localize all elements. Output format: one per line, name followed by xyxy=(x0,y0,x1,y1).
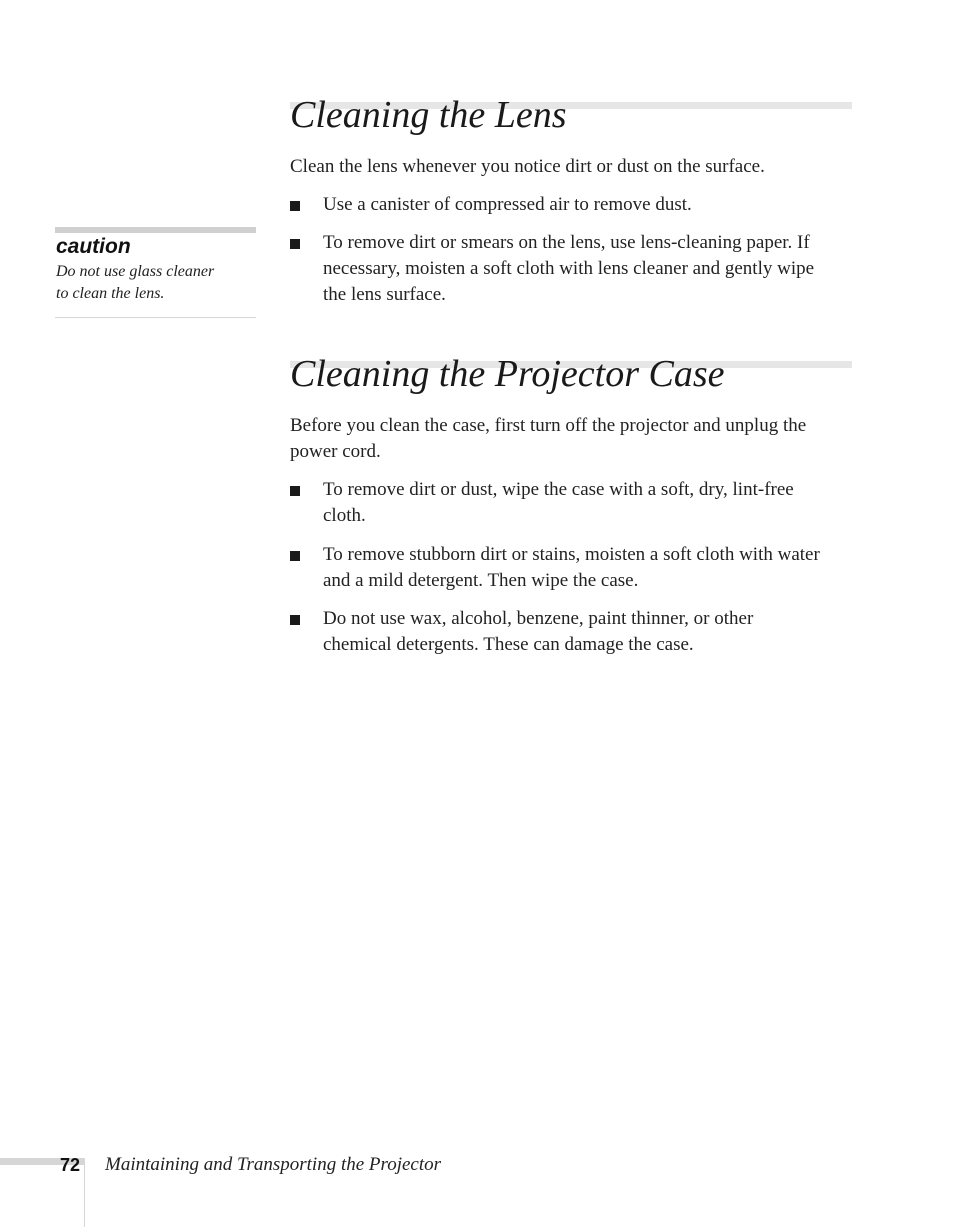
case-bullet-1 xyxy=(290,477,852,529)
bullet-line: the lens surface. xyxy=(323,284,446,305)
bullet-line: and a mild detergent. Then wipe the case. xyxy=(323,570,639,591)
heading-cleaning-case: Cleaning the Projector Case xyxy=(290,353,725,395)
case-intro-line: Before you clean the case, first turn off the projector and unplug the xyxy=(290,415,807,436)
caution-bottom-rule xyxy=(55,317,256,318)
bullet-line: necessary, moisten a soft cloth with lens cleaner and gently wipe xyxy=(323,258,815,279)
bullet-square-icon xyxy=(290,615,300,625)
page-number: 72 xyxy=(60,1155,81,1175)
case-intro-line: power cord. xyxy=(290,441,381,462)
bullet-line: Do not use wax, alcohol, benzene, paint thinner, or other xyxy=(323,608,754,629)
bullet-line: To remove dirt or smears on the lens, use lens-cleaning paper. If xyxy=(323,232,810,253)
lens-intro-line: Clean the lens whenever you notice dirt or dust on the surface. xyxy=(290,156,765,177)
caution-text xyxy=(56,261,256,305)
case-bullet-2 xyxy=(290,542,852,594)
bullet-square-icon xyxy=(290,551,300,561)
lens-bullet-1 xyxy=(290,192,852,218)
bullet-square-icon xyxy=(290,201,300,211)
bullet-text xyxy=(323,477,852,529)
lens-intro xyxy=(290,154,852,180)
bullet-square-icon xyxy=(290,239,300,249)
bullet-text xyxy=(323,192,852,218)
bullet-line: To remove dirt or dust, wipe the case with a soft, dry, lint-free xyxy=(323,479,794,500)
caution-line: Do not use glass cleaner xyxy=(56,263,215,280)
bullet-text xyxy=(323,542,852,594)
bullet-line: To remove stubborn dirt or stains, moisten a soft cloth with water xyxy=(323,544,820,565)
footer-vertical-rule xyxy=(84,1158,85,1227)
footer-chapter-title: Maintaining and Transporting the Projector xyxy=(105,1154,442,1175)
bullet-line: Use a canister of compressed air to remove dust. xyxy=(323,194,692,215)
bullet-line: chemical detergents. These can damage the case. xyxy=(323,634,694,655)
bullet-text xyxy=(323,230,852,308)
bullet-text xyxy=(323,606,852,658)
caution-line: to clean the lens. xyxy=(56,285,165,302)
lens-bullet-2 xyxy=(290,230,852,308)
caution-title: caution xyxy=(56,235,131,258)
bullet-square-icon xyxy=(290,486,300,496)
bullet-line: cloth. xyxy=(323,505,366,526)
case-intro xyxy=(290,413,852,465)
caution-top-bar xyxy=(55,227,256,233)
heading-cleaning-lens: Cleaning the Lens xyxy=(290,94,567,136)
case-bullet-3 xyxy=(290,606,852,658)
